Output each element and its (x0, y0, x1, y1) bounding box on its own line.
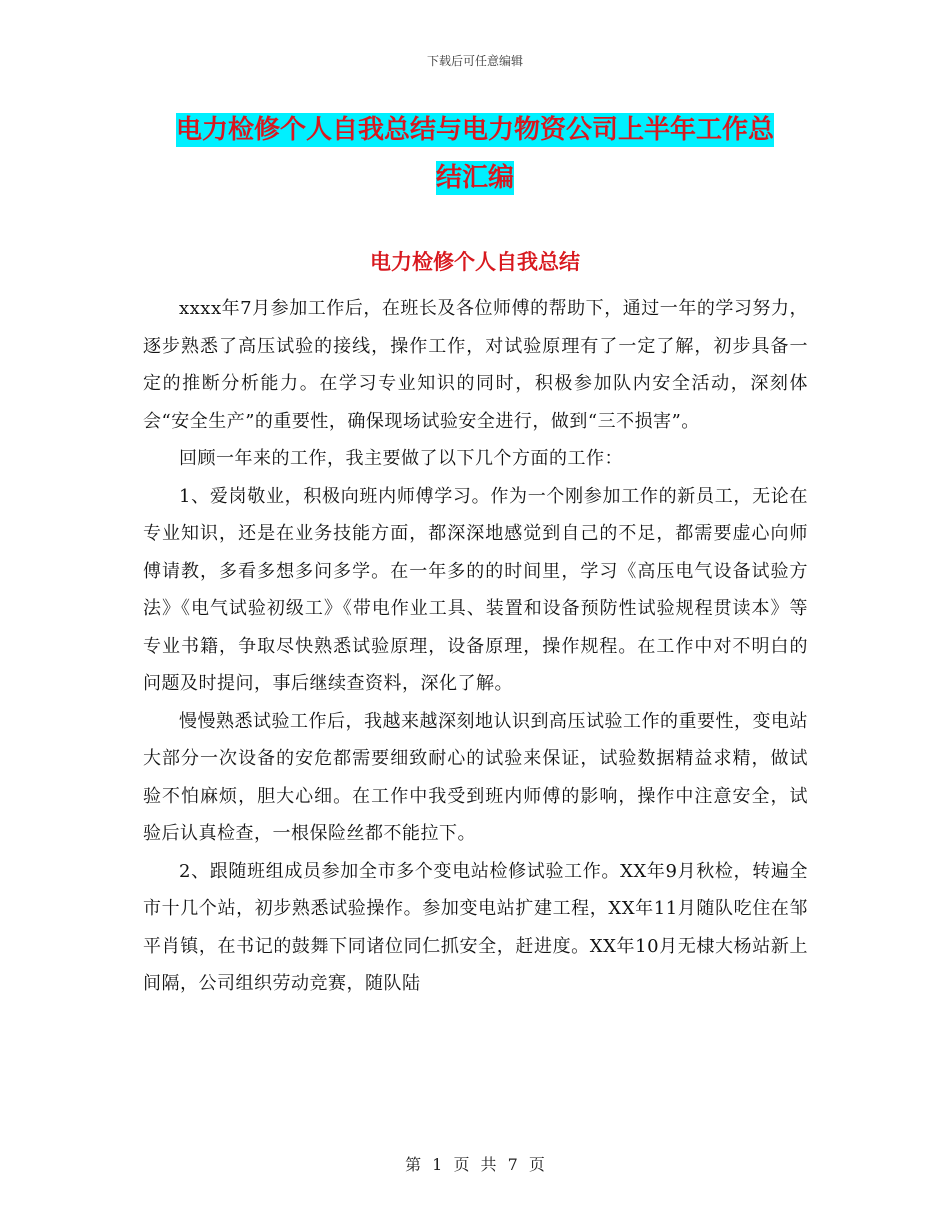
title-line-1: 电力检修个人自我总结与电力物资公司上半年工作总 (175, 115, 774, 145)
paragraph: 慢慢熟悉试验工作后，我越来越深刻地认识到高压试验工作的重要性，变电站大部分一次设备的安危都需要细致耐心的试验来保证，试验数据精益求精，做试验不怕麻烦，胆大心细。在工作中我受到班内师傅的影响，操作中注意安全，试验后认真检查，一根保险丝都不能拉下。 (143, 710, 808, 844)
header-note: 下载后可任意编辑 (426, 54, 523, 68)
paragraph: 1、爱岗敬业，积极向班内师傅学习。作为一个刚参加工作的新员工，无论在专业知识，还是在业务技能方面，都深深地感觉到自己的不足，都需要虚心向师傅请教，多看多想多问多学。在一年多的的时间里，学习《高压电气设备试验方法》《电气试验初级工》《带电作业工具、装置和设备预防性试验规程贯读本》等专业书籍，争取尽快熟悉试验原理，设备原理，操作规程。在工作中对不明白的问题及时提问，事后继续查资料，深化了解。 (143, 485, 808, 694)
title-line-2: 结汇编 (435, 163, 514, 193)
body-text (143, 290, 808, 1003)
page-footer: 第 1 页 共 7 页 (405, 1155, 545, 1174)
paragraph: xxxx年7月参加工作后，在班长及各位师傅的帮助下，通过一年的学习努力，逐步熟悉了高压试验的接线，操作工作，对试验原理有了一定了解，初步具备一定的推断分析能力。在学习专业知识的同时，积极参加队内安全活动，深刻体会“安全生产”的重要性，确保现场试验安全进行，做到“三不损害”。 (143, 298, 808, 432)
paragraph: 回顾一年来的工作，我主要做了以下几个方面的工作： (179, 448, 623, 469)
section-title: 电力检修个人自我总结 (370, 250, 580, 274)
paragraph: 2、跟随班组成员参加全市多个变电站检修试验工作。XX年9月秋检，转遍全市十几个站，初步熟悉试验操作。参加变电站扩建工程，XX年11月随队吃住在邹平肖镇，在书记的鼓舞下同诸位同仁抓安全，赶进度。XX年10月无棣大杨站新上间隔，公司组织劳动竞赛，随队陆 (143, 860, 808, 994)
document-title (130, 106, 820, 202)
